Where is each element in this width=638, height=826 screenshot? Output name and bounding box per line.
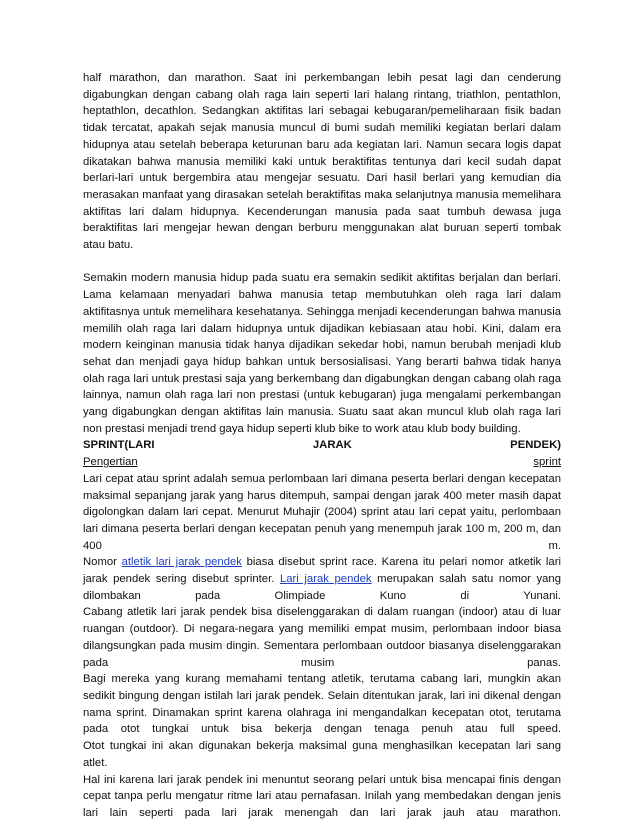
heading-word-3: PENDEK) <box>510 439 561 452</box>
document-page <box>83 70 561 822</box>
paragraph-8: Hal ini karena lari jarak pendek ini menuntut seorang pelari untuk bisa mencapai finis dengan cepat tanpa perlu mengatur ritme lari atau pernafasan. Inilah yang membedakan dengan jenis lari lain seperti pada lari jarak menengah dan lari jarak jauh atau marathon. <box>83 773 561 819</box>
section-subheading <box>83 454 561 471</box>
link-lari-jarak-pendek[interactable]: Lari jarak pendek <box>279 573 372 586</box>
heading-word-2: JARAK <box>312 439 352 452</box>
paragraph-2: Semakin modern manusia hidup pada suatu era semakin sedikit aktifitas berjalan dan berlari. Lama kelamaan menyadari bahwa manusia tetap membutuhkan oleh raga lari dalam aktifitasnya untuk memelihara kesehatanya. Sehingga menjadi kecenderungan bahwa manusia memilih olah raga lari dalam hidupnya untuk dijadikan kebiasaan atau hobi. Kini, dalam era modern keinginan manusia tidak hanya dijadikan sekedar hobi, namun berubah menjadi klub sehat dan menjadi gaya hidup bahkan untuk bersosialisasi. Yang berarti bahwa tidak hanya olah raga lari untuk prestasi saja yang berkembang dan digabungkan dengan cabang olah raga lainnya, namun olah raga lari non prestasi (untuk kebugaran) juga mengalami perkembangan yang digabungkan dengan aktifitas lain manusia. Suatu saat akan muncul klub olah raga lari non prestasi menjadi trend gaya hidup seperti klub bike to work atau klub body building. <box>83 272 561 435</box>
link-atletik-lari-jarak-pendek[interactable]: atletik lari jarak pendek <box>121 556 242 569</box>
paragraph-6: Bagi mereka yang kurang memahami tentang atletik, terutama cabang lari, mungkin akan sedikit bingung dengan istilah lari jarak pendek. Selain ditentukan jarak, lari ini dikenal dengan nama sprint. Dinamakan sprint karena olahraga ini mengandalkan kecepatan otot, terutama pada otot tungkai untuk bisa bekerja dengan tenaga penuh atau full speed. <box>83 673 561 736</box>
section-heading <box>83 437 561 454</box>
para4-text-1: Nomor <box>83 556 122 569</box>
paragraph-5: Cabang atletik lari jarak pendek bisa diselenggarakan di dalam ruangan (indoor) atau di luar ruangan (outdoor). Di negara-negara yang memiliki empat musim, perlombaan indoor biasa dilangsungkan pada musim dingin. Sementara perlombaan outdoor biasanya diselenggarakan pada musim panas. <box>83 606 561 669</box>
paragraph-7: Otot tungkai ini akan digunakan bekerja maksimal guna menghasilkan kecepatan lari sang atlet. <box>83 740 561 769</box>
heading-word-1: SPRINT(LARI <box>83 439 155 452</box>
paragraph-3: Lari cepat atau sprint adalah semua perlombaan lari dimana peserta berlari dengan kecepatan maksimal sepanjang jarak yang harus ditempuh, sampai dengan jarak 400 meter masih dapat digolongkan dalam lari cepat. Menurut Muhajir (2004) sprint atau lari cepat yaitu, perlombaan lari dimana peserta berlari dengan kecepatan penuh yang menempuh jarak 100 m, 200 m, dan 400 m. <box>83 472 561 552</box>
para4-text-3: merupakan salah satu nomor yang dilombakan pada Olimpiade Kuno di Yunani. <box>83 573 562 602</box>
paragraph-1: half marathon, dan marathon. Saat ini perkembangan lebih pesat lagi dan cenderung digabungkan dengan cabang olah raga lain seperti lari halang rintang, triathlon, pentathlon, heptathlon, decathlon. Sedangkan aktifitas lari sebagai kebugaran/pemeliharaan fisik badan tidak tercatat, apakah sejak manusia muncul di bumi sudah memiliki kegiatan berlari dalam hidupnya atau setelah beberapa keturunan baru ada kegiatan lari. Namun secara logis dapat dikatakan bahwa manusia memiliki kaki untuk beraktifitas tentunya dari kecil sudah dapat berlari-lari untuk bergembira atau mengejar sesuatu. Dari hasil berlari yang kemudian dia merasakan manfaat yang dirasakan setelah beraktifitas maka selanjutnya manusia memelihara aktifitas lari dalam hidupnya. Kecenderungan manusia pada saat tumbuh dewasa juga beraktifitas lari mengejar hewan dengan berburu menggunakan alat buruan seperti tombak atau batu. <box>83 72 561 252</box>
paragraph-gap <box>83 254 561 271</box>
subheading-right: sprint <box>533 456 561 469</box>
subheading-left: Pengertian <box>83 456 138 469</box>
para4-text-2: biasa disebut sprint race. Karena itu pelari nomor atketik lari jarak pendek sering disebut sprinter. <box>83 556 561 586</box>
paragraph-4 <box>83 554 561 604</box>
